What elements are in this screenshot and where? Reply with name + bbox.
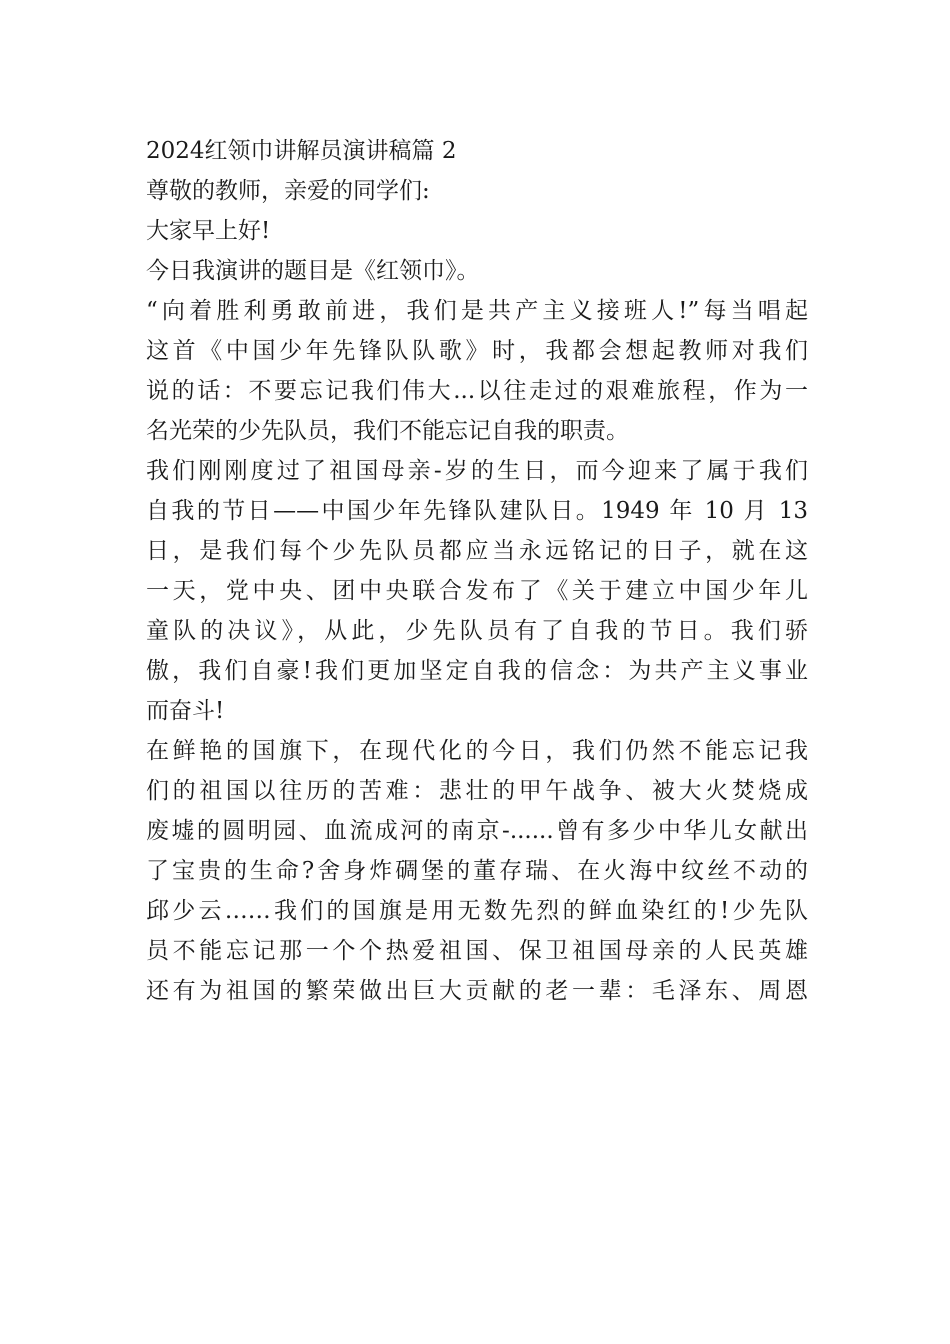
text-line: 名光荣的少先队员，我们不能忘记自我的职责。	[146, 418, 629, 444]
text-line: 今日我演讲的题目是《红领巾》。	[146, 258, 480, 284]
text-line: 大家早上好!	[146, 218, 271, 244]
text-line: 日，是我们每个少先队员都应当永远铭记的日子，就在这	[146, 538, 808, 564]
text-line: 自我的节日——中国少年先锋队建队日。1949 年 10 月 13	[146, 498, 808, 524]
text-line: 废墟的圆明园、血流成河的南京-......曾有多少中华儿女献出	[146, 818, 808, 844]
text-line: 们的祖国以往历的苦难：悲壮的甲午战争、被大火焚烧成	[146, 778, 808, 804]
text-line: 童队的决议》，从此，少先队员有了自我的节日。我们骄	[146, 618, 808, 644]
text-line: 尊敬的教师，亲爱的同学们:	[146, 178, 430, 204]
text-line: 邱少云……我们的国旗是用无数先烈的鲜血染红的!少先队	[146, 898, 808, 924]
text-line: 说的话：不要忘记我们伟大...以往走过的艰难旅程，作为一	[146, 378, 808, 404]
text-line: 而奋斗!	[146, 698, 225, 724]
text-line: 傲，我们自豪!我们更加坚定自我的信念：为共产主义事业	[146, 658, 808, 684]
text-line: “向着胜利勇敢前进，我们是共产主义接班人!”每当唱起	[146, 298, 808, 324]
text-line: 一天，党中央、团中央联合发布了《关于建立中国少年儿	[146, 578, 808, 604]
text-line: 了宝贵的生命?舍身炸碉堡的董存瑞、在火海中纹丝不动的	[146, 858, 808, 884]
document-body	[146, 131, 808, 1011]
text-line: 这首《中国少年先锋队队歌》时，我都会想起教师对我们	[146, 338, 808, 364]
text-line: 员不能忘记那一个个热爱祖国、保卫祖国母亲的人民英雄	[146, 938, 808, 964]
text-line: 在鲜艳的国旗下，在现代化的今日，我们仍然不能忘记我	[146, 738, 808, 764]
text-line: 我们刚刚度过了祖国母亲-岁的生日，而今迎来了属于我们	[146, 458, 808, 484]
text-line: 还有为祖国的繁荣做出巨大贡献的老一辈：毛泽东、周恩	[146, 978, 808, 1004]
document-title: 2024红领巾讲解员演讲稿篇 2	[146, 138, 457, 164]
